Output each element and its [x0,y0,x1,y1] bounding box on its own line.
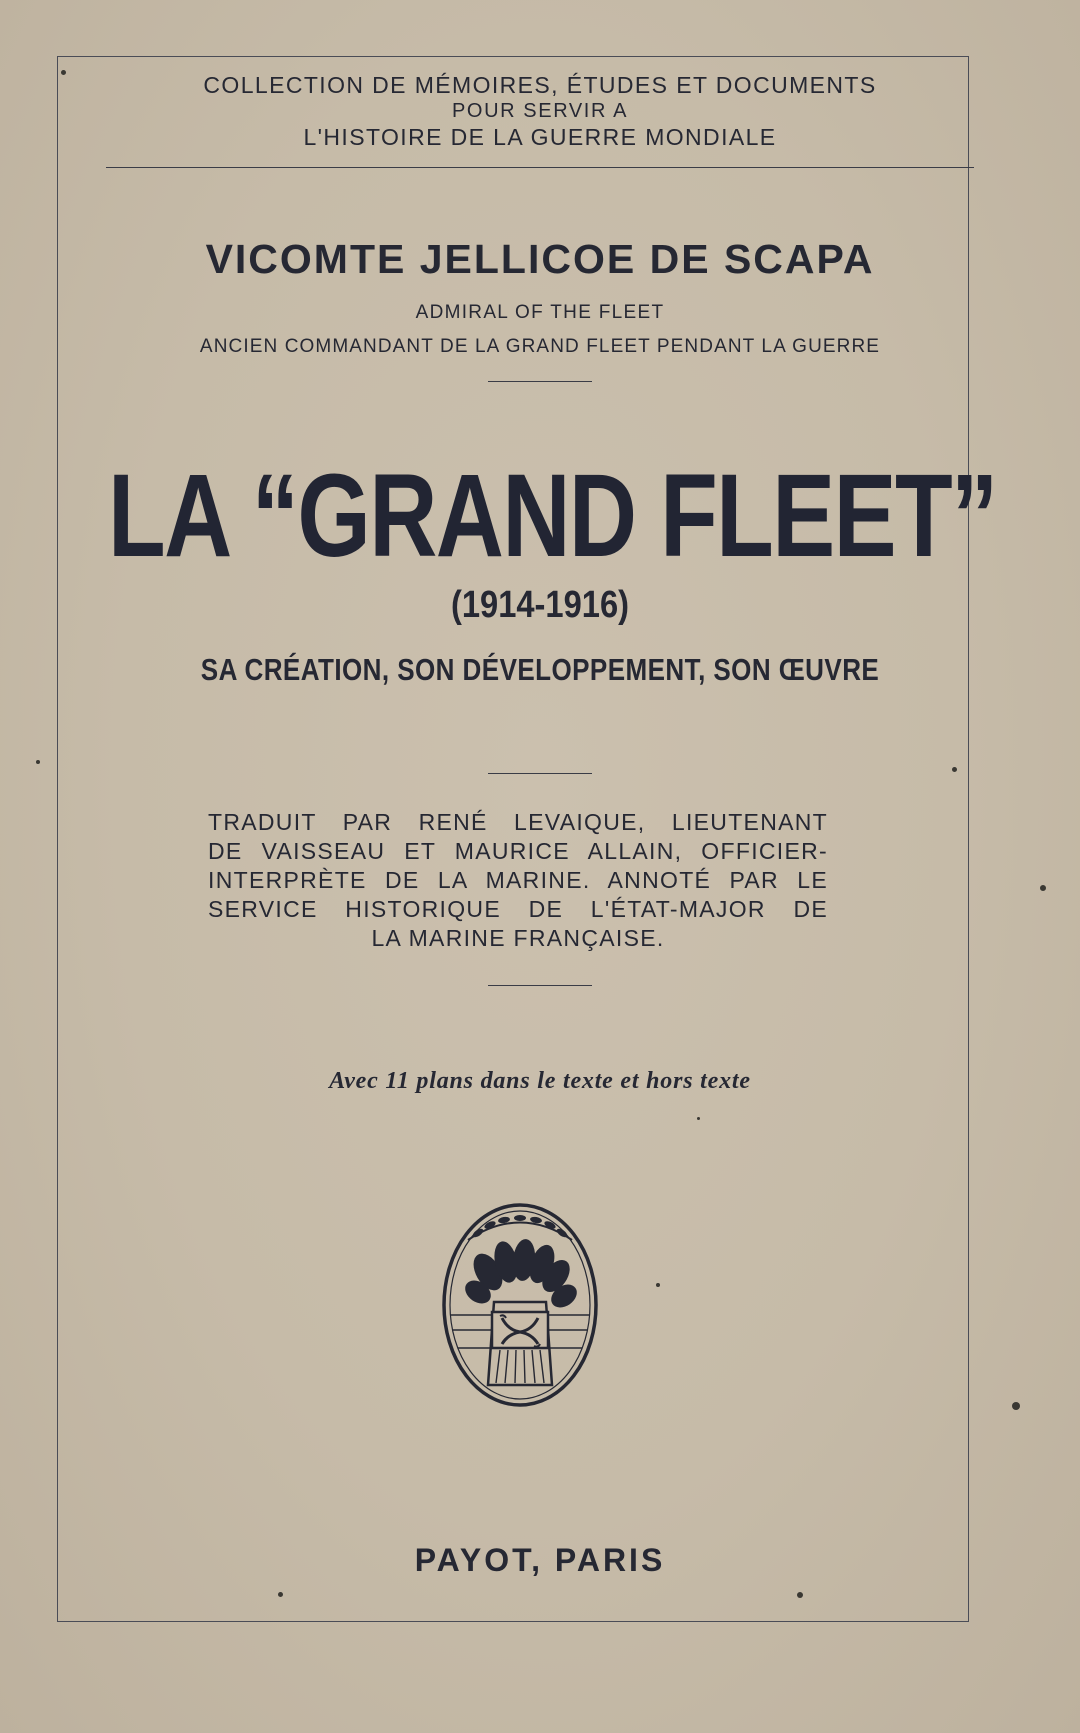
short-divider-1 [488,381,592,382]
author-role: ANCIEN COMMANDANT DE LA GRAND FLEET PENDANT LA GUERRE [199,336,881,357]
header-divider [106,167,974,168]
plans-note: Avec 11 plans dans le texte et hors texte [329,1068,751,1094]
short-divider-2 [488,773,592,774]
translators-line-1: TRADUIT PAR RENÉ LEVAIQUE, LIEUTENANT [208,809,828,835]
author-name: VICOMTE JELLICOE DE SCAPA [205,236,875,282]
translators-line-3: INTERPRÈTE DE LA MARINE. ANNOTÉ PAR LE [208,867,828,893]
translators-line-2: DE VAISSEAU ET MAURICE ALLAIN, OFFICIER- [208,838,828,864]
paper-speck [656,1283,660,1287]
book-title: LA “GRAND FLEET” [108,450,997,582]
book-dates: (1914-1916) [450,584,630,626]
paper-speck [1012,1402,1020,1410]
paper-speck [278,1592,283,1597]
paper-speck [1040,885,1046,891]
translators-credit [208,808,828,953]
translators-line-5: LA MARINE FRANÇAISE. [371,925,665,951]
collection-header [0,72,1080,150]
paper-speck [61,70,66,75]
paper-speck [797,1592,803,1598]
collection-line-1: COLLECTION DE MÉMOIRES, ÉTUDES ET DOCUMENTS [203,72,877,98]
author-rank: ADMIRAL OF THE FLEET [415,302,665,323]
paper-speck [952,767,957,772]
collection-line-3: L'HISTOIRE DE LA GUERRE MONDIALE [303,124,777,150]
short-divider-3 [488,985,592,986]
translators-line-4: SERVICE HISTORIQUE DE L'ÉTAT-MAJOR DE [208,896,828,922]
paper-speck [36,760,40,764]
wheat-sheaf-emblem-icon [438,1200,602,1410]
collection-line-2: POUR SERVIR A [451,100,629,122]
paper-speck [697,1117,700,1120]
book-subtitle: SA CRÉATION, SON DÉVELOPPEMENT, SON ŒUVRE [200,652,880,687]
publisher-name: PAYOT, PARIS [414,1542,666,1578]
